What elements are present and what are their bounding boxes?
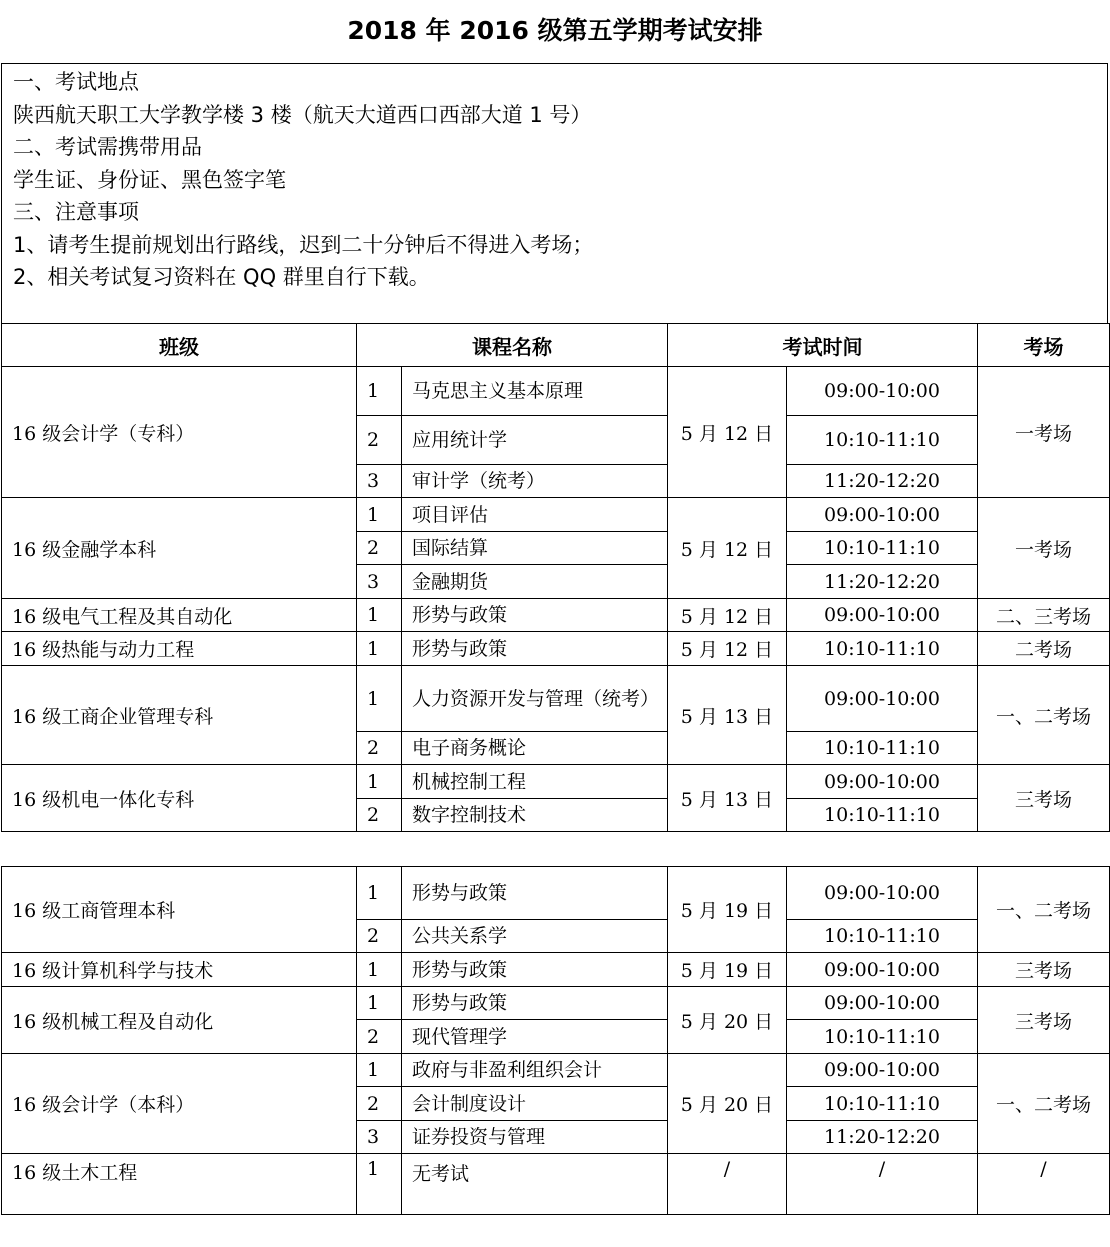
course-name-cell: 形势与政策 [402, 632, 668, 666]
class-name-cell: 16 级机械工程及自动化 [2, 987, 357, 1054]
class-name-cell: 16 级土木工程 [2, 1154, 357, 1215]
course-number-cell: 3 [357, 465, 402, 498]
course-name-cell: 公共关系学 [402, 920, 668, 953]
exam-time-cell: 11:20-12:20 [787, 565, 978, 599]
table-row [2, 367, 1110, 416]
course-number-cell: 2 [357, 799, 402, 832]
exam-room-cell: / [978, 1154, 1110, 1215]
exam-schedule-table-2 [1, 866, 1110, 1215]
course-number-cell: 1 [357, 953, 402, 987]
course-name-cell: 政府与非盈利组织会计 [402, 1054, 668, 1087]
course-name-cell: 形势与政策 [402, 867, 668, 920]
course-number-cell: 2 [357, 532, 402, 565]
exam-room-cell: 三考场 [978, 987, 1110, 1054]
class-name-cell: 16 级会计学（本科） [2, 1054, 357, 1154]
exam-date-cell: / [668, 1154, 787, 1215]
exam-room-cell: 二、三考场 [978, 599, 1110, 632]
table-row [2, 867, 1110, 920]
course-name-cell: 形势与政策 [402, 599, 668, 632]
course-name-cell: 项目评估 [402, 498, 668, 532]
course-name-cell: 电子商务概论 [402, 732, 668, 765]
info-line: 1、请考生提前规划出行路线，迟到二十分钟后不得进入考场； [13, 232, 594, 257]
exam-time-cell: 10:10-11:10 [787, 799, 978, 832]
info-line: 学生证、身份证、黑色签字笔 [13, 167, 286, 192]
course-number-cell: 1 [357, 1054, 402, 1087]
course-number-cell: 2 [357, 1020, 402, 1054]
course-number-cell: 1 [357, 867, 402, 920]
exam-date-cell: 5 月 12 日 [668, 599, 787, 632]
exam-date-cell: 5 月 19 日 [668, 953, 787, 987]
exam-date-cell: 5 月 19 日 [668, 867, 787, 953]
class-name-cell: 16 级热能与动力工程 [2, 632, 357, 666]
exam-time-cell: 09:00-10:00 [787, 1054, 978, 1087]
class-name-cell: 16 级工商企业管理专科 [2, 666, 357, 765]
exam-time-cell: 09:00-10:00 [787, 867, 978, 920]
exam-room-cell: 二考场 [978, 632, 1110, 666]
exam-time-cell: 09:00-10:00 [787, 599, 978, 632]
class-name-cell: 16 级电气工程及其自动化 [2, 599, 357, 632]
class-name-cell: 16 级机电一体化专科 [2, 765, 357, 832]
info-line: 二、考试需携带用品 [13, 135, 202, 159]
exam-room-cell: 三考场 [978, 765, 1110, 832]
exam-date-cell: 5 月 20 日 [668, 987, 787, 1054]
table-row [2, 498, 1110, 532]
course-number-cell: 2 [357, 732, 402, 765]
exam-time-cell: 09:00-10:00 [787, 953, 978, 987]
info-line: 陕西航天职工大学教学楼 3 楼（航天大道西口西部大道 1 号） [13, 102, 592, 127]
exam-room-cell: 一、二考场 [978, 1054, 1110, 1154]
table-row [2, 632, 1110, 666]
exam-date-cell: 5 月 13 日 [668, 666, 787, 765]
exam-time-cell: 11:20-12:20 [787, 465, 978, 498]
course-name-cell: 审计学（统考） [402, 465, 668, 498]
course-name-cell: 现代管理学 [402, 1020, 668, 1054]
info-line: 2、相关考试复习资料在 QQ 群里自行下载。 [13, 265, 430, 289]
exam-room-cell: 三考场 [978, 953, 1110, 987]
exam-time-cell: 10:10-11:10 [787, 1087, 978, 1121]
table-row [2, 599, 1110, 632]
course-name-cell: 国际结算 [402, 532, 668, 565]
table-row [2, 1054, 1110, 1087]
course-number-cell: 1 [357, 367, 402, 416]
class-name-cell: 16 级金融学本科 [2, 498, 357, 599]
course-number-cell: 3 [357, 565, 402, 599]
exam-room-cell: 一、二考场 [978, 867, 1110, 953]
exam-date-cell: 5 月 20 日 [668, 1054, 787, 1154]
course-number-cell: 1 [357, 1154, 402, 1215]
course-name-cell: 无考试 [402, 1154, 668, 1215]
class-name-cell: 16 级会计学（专科） [2, 367, 357, 498]
table-row [2, 953, 1110, 987]
course-number-cell: 1 [357, 666, 402, 732]
info-line: 三、注意事项 [13, 200, 139, 224]
table-row [2, 765, 1110, 799]
course-number-cell: 2 [357, 416, 402, 465]
exam-date-cell: 5 月 12 日 [668, 367, 787, 498]
course-number-cell: 2 [357, 1087, 402, 1121]
course-name-cell: 形势与政策 [402, 953, 668, 987]
exam-time-cell: 10:10-11:10 [787, 920, 978, 953]
course-name-cell: 金融期货 [402, 565, 668, 599]
info-line: 一、考试地点 [13, 70, 139, 94]
course-number-cell: 1 [357, 632, 402, 666]
course-number-cell: 1 [357, 498, 402, 532]
table-row [2, 987, 1110, 1020]
exam-time-cell: 09:00-10:00 [787, 498, 978, 532]
exam-date-cell: 5 月 12 日 [668, 498, 787, 599]
exam-info-box [1, 63, 1108, 323]
header-room: 考场 [978, 324, 1110, 367]
exam-schedule-table-1 [1, 323, 1110, 832]
exam-date-cell: 5 月 12 日 [668, 632, 787, 666]
course-name-cell: 应用统计学 [402, 416, 668, 465]
course-name-cell: 证券投资与管理 [402, 1121, 668, 1154]
course-number-cell: 2 [357, 920, 402, 953]
class-name-cell: 16 级计算机科学与技术 [2, 953, 357, 987]
course-number-cell: 1 [357, 765, 402, 799]
header-time: 考试时间 [668, 324, 978, 367]
exam-time-cell: 11:20-12:20 [787, 1121, 978, 1154]
class-name-cell: 16 级工商管理本科 [2, 867, 357, 953]
exam-room-cell: 一考场 [978, 498, 1110, 599]
course-name-cell: 数字控制技术 [402, 799, 668, 832]
course-number-cell: 1 [357, 987, 402, 1020]
table-row [2, 1154, 1110, 1215]
table-header-row [2, 324, 1110, 367]
exam-time-cell: 09:00-10:00 [787, 765, 978, 799]
course-name-cell: 人力资源开发与管理（统考） [402, 666, 668, 732]
header-class: 班级 [2, 324, 357, 367]
course-number-cell: 1 [357, 599, 402, 632]
course-number-cell: 3 [357, 1121, 402, 1154]
exam-time-cell: 09:00-10:00 [787, 666, 978, 732]
course-name-cell: 会计制度设计 [402, 1087, 668, 1121]
exam-time-cell: 10:10-11:10 [787, 416, 978, 465]
exam-time-cell: 09:00-10:00 [787, 987, 978, 1020]
table-row [2, 666, 1110, 732]
exam-room-cell: 一、二考场 [978, 666, 1110, 765]
course-name-cell: 机械控制工程 [402, 765, 668, 799]
exam-room-cell: 一考场 [978, 367, 1110, 498]
exam-time-cell: 10:10-11:10 [787, 532, 978, 565]
header-course: 课程名称 [357, 324, 668, 367]
page-title: 2018 年 2016 级第五学期考试安排 [347, 16, 763, 45]
exam-time-cell: 10:10-11:10 [787, 732, 978, 765]
exam-time-cell: 09:00-10:00 [787, 367, 978, 416]
exam-time-cell: 10:10-11:10 [787, 632, 978, 666]
exam-date-cell: 5 月 13 日 [668, 765, 787, 832]
course-name-cell: 马克思主义基本原理 [402, 367, 668, 416]
exam-time-cell: / [787, 1154, 978, 1215]
exam-time-cell: 10:10-11:10 [787, 1020, 978, 1054]
course-name-cell: 形势与政策 [402, 987, 668, 1020]
